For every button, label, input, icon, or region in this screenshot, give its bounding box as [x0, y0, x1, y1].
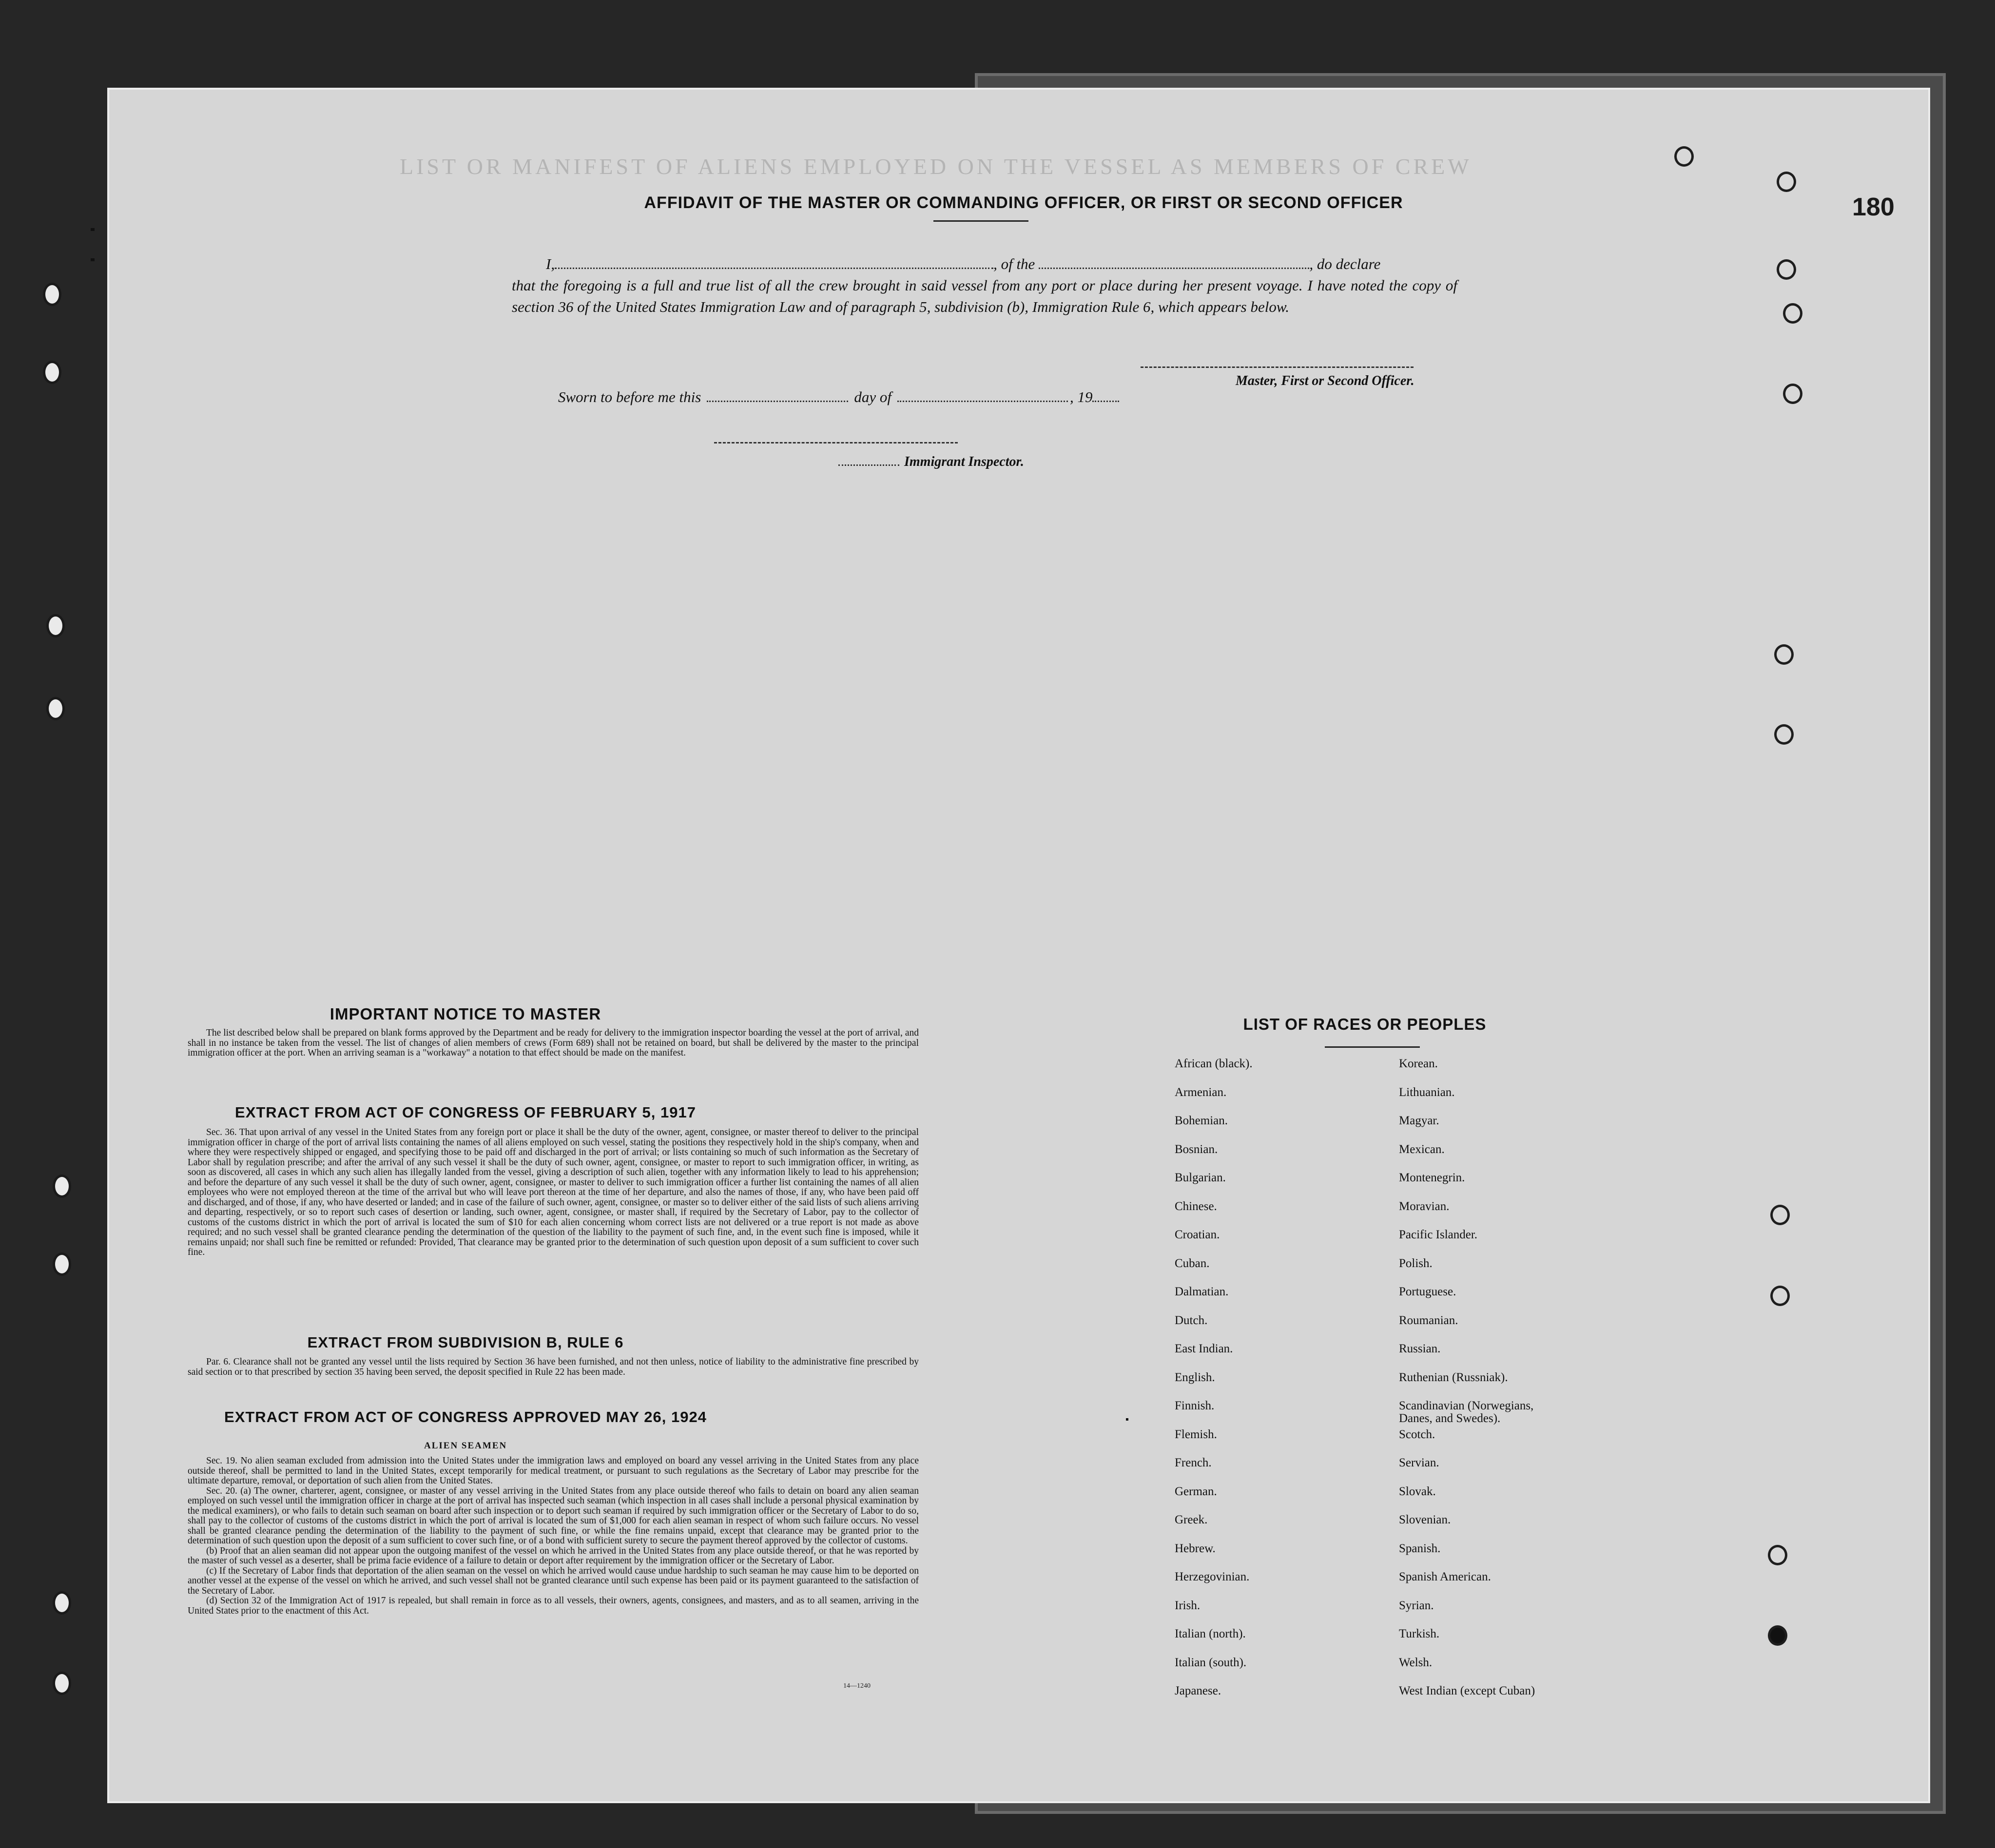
race-item: English. — [1175, 1370, 1215, 1384]
margin-mark — [91, 258, 95, 261]
inspector-line — [838, 454, 1024, 470]
binding-hole — [1770, 1205, 1790, 1225]
affidavit-declaration — [512, 253, 1457, 318]
day-blank — [707, 401, 848, 402]
form-number: 14—1240 — [843, 1682, 871, 1690]
binding-hole — [1777, 172, 1796, 192]
affidavit-i: I, — [546, 255, 555, 272]
binding-hole — [43, 361, 61, 384]
race-item: Polish. — [1399, 1256, 1433, 1270]
rule-6-body: Par. 6. Clearance shall not be granted any vessel until the lists required by Section 36 have been furnished, and not then unless, notice of liability to the administrative fine prescribed by said section or to that prescribed by section 35 having been served, the deposit specified in Rule 22 has been made. — [188, 1357, 919, 1377]
affidavit-title: AFFIDAVIT OF THE MASTER OR COMMANDING OFFICER, OR FIRST OR SECOND OFFICER — [644, 193, 1403, 212]
race-item: Scotch. — [1399, 1427, 1435, 1441]
races-title-underline — [1325, 1046, 1420, 1048]
binding-hole — [53, 1174, 71, 1198]
race-item: Hebrew. — [1175, 1541, 1216, 1555]
page-number: 180 — [1852, 193, 1895, 221]
affidavit-do-declare: , do declare — [1309, 255, 1381, 272]
race-item: Armenian. — [1175, 1085, 1227, 1099]
ghost-header-text: LIST OR MANIFEST OF ALIENS EMPLOYED ON THE VESSEL AS MEMBERS OF CREW — [400, 154, 1472, 179]
races-title: LIST OF RACES OR PEOPLES — [1243, 1015, 1487, 1033]
race-item: Lithuanian. — [1399, 1085, 1455, 1099]
vessel-blank — [1039, 268, 1309, 269]
name-blank — [555, 268, 993, 269]
race-item: Portuguese. — [1399, 1285, 1456, 1298]
race-item: Montenegrin. — [1399, 1171, 1465, 1184]
year-blank — [1092, 401, 1119, 402]
binding-hole — [53, 1252, 71, 1276]
margin-mark — [91, 228, 95, 231]
binding-hole — [46, 697, 65, 720]
month-blank — [897, 401, 1068, 402]
alien-seamen-subtitle: ALIEN SEAMEN — [424, 1441, 507, 1451]
race-item: Mexican. — [1399, 1142, 1445, 1156]
extract-1917-title: EXTRACT FROM ACT OF CONGRESS OF FEBRUARY 5, 1917 — [235, 1104, 696, 1121]
race-item: Croatian. — [1175, 1228, 1220, 1241]
race-item: Chinese. — [1175, 1199, 1217, 1213]
master-label: Master, First or Second Officer. — [1236, 373, 1414, 388]
section-20d-paragraph: (d) Section 32 of the Immigration Act of 1917 is repealed, but shall remain in force as to all vessels, their owners, agents, consignees, and masters, and as to all seamen, arriving in the United States prior to the enactment of this Act. — [188, 1596, 919, 1616]
race-item: East Indian. — [1175, 1342, 1233, 1355]
race-item: West Indian (except Cuban) — [1399, 1684, 1535, 1697]
binding-hole — [43, 283, 61, 306]
affidavit-of-the: , of the — [993, 255, 1035, 272]
extract-1917-body: Sec. 36. That upon arrival of any vessel in the United States from any foreign port or place it shall be the duty of the owner, agent, consignee, or master thereof to deliver to the principal immigration officer in charge of the port of arrival lists containing the names of all aliens employed on such vessel, stating the positions they respectively hold in the ship's company, when and where they were respectively shipped or engaged, and specifying those to be paid off and discharged in the port of arrival; or lists containing so much of such information as the Secretary of Labor shall by regulation prescribe; and after the arrival of any such vessel it shall be the duty of such owner, agent, consignee, or master to report to such immigration officer, in writing, as soon as discovered, all cases in which any such alien has illegally landed from the vessel, giving a description of such alien, together with any information likely to lead to his apprehension; and before the departure of any such vessel it shall be the duty of such owner, agent, consignee, or master to deliver to such immigration officer a further list containing the names of all alien employees who were not employed thereon at the time of the arrival but who will leave port thereon at the time of her departure, and also the names of those, if any, who have been paid off and discharged, and of those, if any, who have deserted or landed; and in case of the failure of such owner, agent, consignee, or master so to deliver either of the said lists of such aliens arriving and departing, respectively, or so to report such cases of desertion or landing, such owner, agent, consignee, or master shall, if required by the Secretary of Labor, pay to the collector of customs of the customs district in which the port of arrival is located the sum of $10 for each alien concerning whom correct lists are not delivered or a true report is not made as above required; and no such vessel shall be granted clearance pending the determination of the question of the liability to the payment of such fine, and, in the event such fine is imposed, while it remains unpaid; nor shall such fine be remitted or refunded: Provided, That clearance may be granted prior to the determination of such question upon deposit of a sum sufficient to cover such fine. — [188, 1127, 919, 1257]
affidavit-line-1 — [512, 253, 1457, 275]
race-item: Moravian. — [1399, 1199, 1450, 1213]
race-item: Bohemian. — [1175, 1114, 1228, 1127]
binding-hole — [53, 1591, 71, 1615]
race-item: Welsh. — [1399, 1656, 1433, 1669]
extract-1924-title: EXTRACT FROM ACT OF CONGRESS APPROVED MAY 26, 1924 — [224, 1408, 707, 1425]
sworn-label: Sworn to before me this — [558, 388, 701, 405]
margin-mark — [1126, 1418, 1128, 1421]
section-20c-paragraph: (c) If the Secretary of Labor finds that deportation of the alien seaman on the vessel on which he arrived would cause undue hardship to such seaman he may cause him to be deported on another vessel at the expense of the vessel on which he arrived, and such vessel shall not be granted clearance until such expense has been paid or its payment guaranteed to the satisfaction of the Secretary of Labor. — [188, 1565, 919, 1596]
section-20a-paragraph: Sec. 20. (a) The owner, charterer, agent, consignee, or master of any vessel arriving in the United States from any place outside thereof who fails to detain on board any alien seaman employed on such vessel until the immigration officer in charge at the port of arrival has inspected such seaman (which inspection in all cases shall include a personal physical examination by the medical examiners), or who fails to detain such seaman on board after such inspection or to deport such seaman if required by such immigration officer or the Secretary of Labor to do so, shall pay to the collector of customs of the customs district in which the port of arrival is located the sum of $1,000 for each alien seaman in respect of whom such failure occurs. No vessel shall be granted clearance pending the determination of the liability to the payment of such fine, or while the fine remains unpaid, except that clearance may be granted prior to the determination of such question upon the deposit of a sum sufficient to cover such fine, or of a bond with sufficient surety to secure the payment thereof approved by the collector of customs. — [188, 1485, 919, 1546]
binding-hole — [1774, 724, 1794, 745]
binding-hole — [1783, 384, 1802, 404]
race-item: Slovak. — [1399, 1484, 1436, 1498]
race-item: Roumanian. — [1399, 1313, 1458, 1327]
section-20b-paragraph: (b) Proof that an alien seaman did not appear upon the outgoing manifest of the vessel on which he arrived in the United States from any place outside thereof, or that he was reported by the master of such vessel as a deserter, shall be prima facie evidence of a failure to detain or deport after requirement by the immigration officer or the Secretary of Labor. — [188, 1545, 919, 1566]
race-item: Italian (south). — [1175, 1656, 1247, 1669]
races-list — [1175, 1058, 1623, 1725]
race-item: Italian (north). — [1175, 1627, 1246, 1640]
race-item: Dutch. — [1175, 1313, 1208, 1327]
race-item: Herzegovinian. — [1175, 1570, 1250, 1583]
binding-hole — [1674, 146, 1694, 167]
extract-1924-body — [188, 1456, 919, 1616]
binding-hole — [1774, 644, 1794, 665]
binding-hole — [1768, 1625, 1787, 1646]
title-underline — [933, 220, 1028, 222]
binding-hole — [1768, 1545, 1787, 1565]
notice-title: IMPORTANT NOTICE TO MASTER — [329, 1005, 601, 1023]
race-item: African (black). — [1175, 1057, 1253, 1070]
sworn-line — [558, 388, 1119, 406]
race-item: Ruthenian (Russniak). — [1399, 1370, 1508, 1384]
race-item: Turkish. — [1399, 1627, 1440, 1640]
race-item: Russian. — [1399, 1342, 1441, 1355]
race-item: Korean. — [1399, 1057, 1438, 1070]
race-item: French. — [1175, 1456, 1212, 1469]
race-item: Bosnian. — [1175, 1142, 1218, 1156]
binding-hole — [1783, 303, 1802, 324]
race-item: Finnish. — [1175, 1399, 1215, 1412]
rule-6-title: EXTRACT FROM SUBDIVISION B, RULE 6 — [307, 1334, 624, 1351]
section-19-paragraph: Sec. 19. No alien seaman excluded from admission into the United States under the immigration laws and employed on board any vessel arriving in the United States from any place outside thereof, shall be permitted to land in the United States, except temporarily for medical treatment, or pursuant to such regulations as the Secretary of Labor may prescribe for the ultimate departure, removal, or deportation of such alien from the United States. — [188, 1456, 919, 1486]
race-item: German. — [1175, 1484, 1217, 1498]
race-item: Spanish American. — [1399, 1570, 1491, 1583]
race-item: Cuban. — [1175, 1256, 1210, 1270]
inspector-signature-line — [714, 442, 958, 443]
race-item: Flemish. — [1175, 1427, 1217, 1441]
race-item: Spanish. — [1399, 1541, 1441, 1555]
binding-hole — [53, 1672, 71, 1695]
race-item: Pacific Islander. — [1399, 1228, 1478, 1241]
affidavit-body: that the foregoing is a full and true list of all the crew brought in said vessel from any port or place during her present voyage. I have noted the copy of section 36 of the United States Immigration Law and of paragraph 5, subdivision (b), Immigration Rule 6, which appears below. — [512, 277, 1457, 315]
race-item: Dalmatian. — [1175, 1285, 1229, 1298]
master-signature-line — [1141, 366, 1414, 368]
race-item: Servian. — [1399, 1456, 1439, 1469]
day-of-label: day of — [854, 388, 891, 405]
race-item: Japanese. — [1175, 1684, 1221, 1697]
race-item: Bulgarian. — [1175, 1171, 1226, 1184]
race-item: Scandinavian (Norwegians, Danes, and Swedes). — [1399, 1399, 1534, 1425]
year-label: , 19 — [1069, 388, 1093, 405]
inspector-blank — [838, 464, 899, 466]
binding-hole — [46, 614, 65, 637]
race-item: Magyar. — [1399, 1114, 1439, 1127]
binding-hole — [1777, 259, 1796, 280]
race-item: Syrian. — [1399, 1598, 1434, 1612]
race-item: Slovenian. — [1399, 1513, 1451, 1526]
notice-body: The list described below shall be prepared on blank forms approved by the Department and be ready for delivery to the immigration inspector boarding the vessel at the port of arrival, and shall in no instance be taken from the vessel. The list of changes of alien members of crews (Form 689) shall not be retained on board, but shall be delivered by the master to the principal immigration officer at the port. When an arriving seaman is a "workaway" a notation to that effect should be made on the manifest. — [188, 1028, 919, 1058]
race-item: Greek. — [1175, 1513, 1208, 1526]
race-item: Irish. — [1175, 1598, 1201, 1612]
binding-hole — [1770, 1286, 1790, 1306]
inspector-label: Immigrant Inspector. — [904, 454, 1024, 469]
